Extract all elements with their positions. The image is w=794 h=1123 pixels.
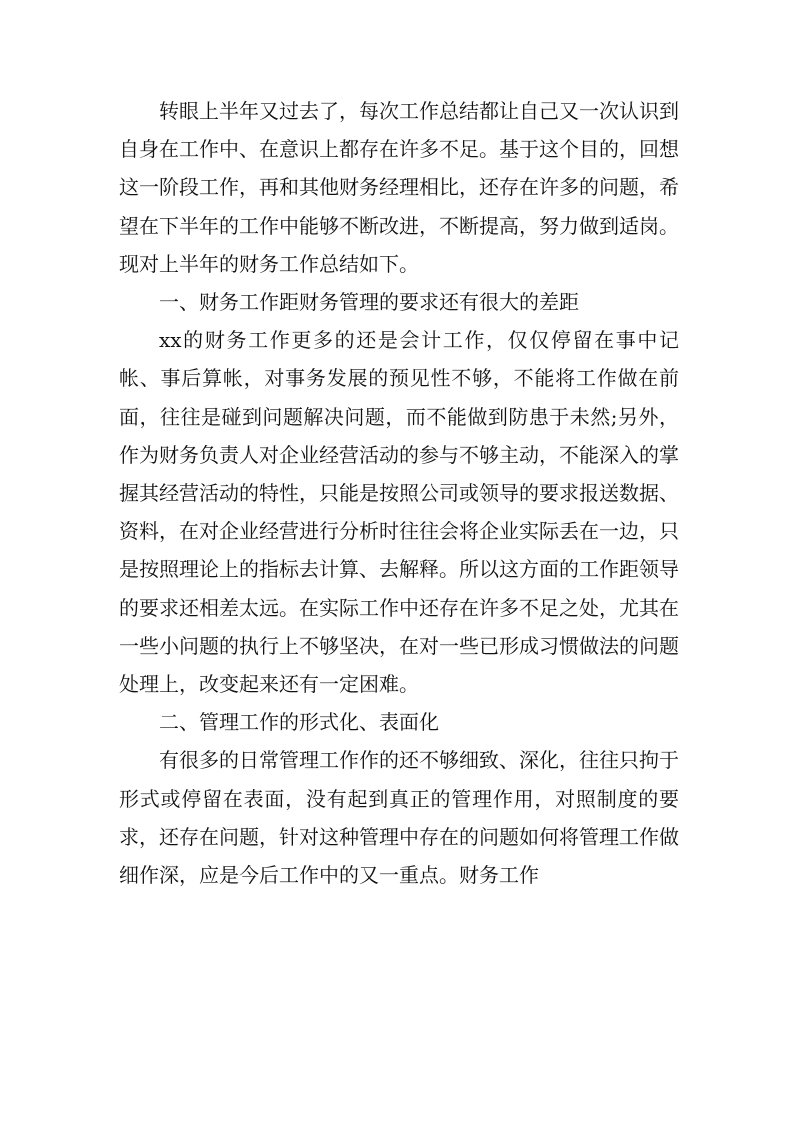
section-heading-1: 一、财务工作距财务管理的要求还有很大的差距 xyxy=(159,290,579,315)
section-2-paragraph: 有很多的日常管理工作作的还不够细致、深化，往往只拘于形式或停留在表面，没有起到真正的管理作用，对照制度的要求，还存在问题，针对这种管理中存在的问题如何将管理工作做细作深，应是今后工作中的又一重点。财务工作 xyxy=(119,748,679,888)
section-heading-2: 二、管理工作的形式化、表面化 xyxy=(159,710,439,735)
document-body xyxy=(119,92,679,894)
section-1-paragraph: xx的财务工作更多的还是会计工作，仅仅停留在事中记帐、事后算帐，对事务发展的预见性不够，不能将工作做在前面，往往是碰到问题解决问题，而不能做到防患于未然;另外，作为财务负责人对企业经营活动的参与不够主动，不能深入的掌握其经营活动的特性，只能是按照公司或领导的要求报送数据、资料，在对企业经营进行分析时往往会将企业实际丢在一边，只是按照理论上的指标去计算、去解释。所以这方面的工作距领导的要求还相差太远。在实际工作中还存在许多不足之处，尤其在一些小问题的执行上不够坚决，在对一些已形成习惯做法的问题处理上，改变起来还有一定困难。 xyxy=(119,328,679,697)
intro-paragraph: 转眼上半年又过去了，每次工作总结都让自己又一次认识到自身在工作中、在意识上都存在许多不足。基于这个目的，回想这一阶段工作，再和其他财务经理相比，还存在许多的问题，希望在下半年的工作中能够不断改进，不断提高，努力做到适岗。现对上半年的财务工作总结如下。 xyxy=(119,99,679,276)
